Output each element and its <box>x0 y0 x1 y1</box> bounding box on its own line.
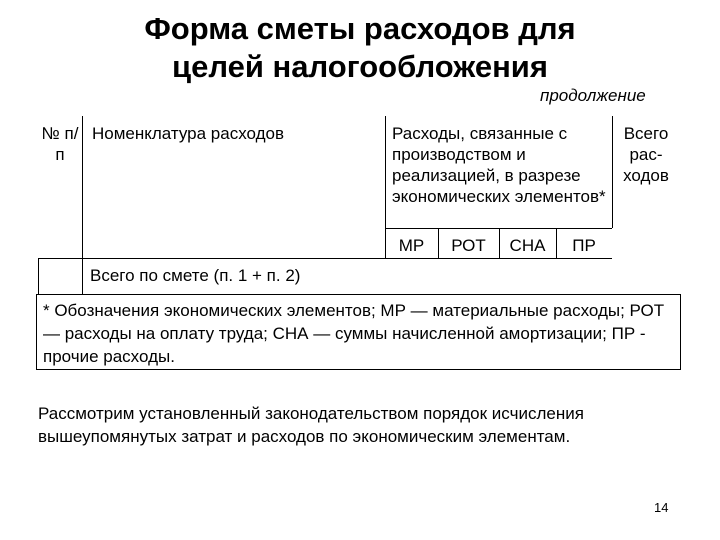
header-total: Всего рас-ходов <box>623 124 669 185</box>
table-line <box>82 258 83 294</box>
continued-label: продолжение <box>540 86 646 105</box>
table-line <box>612 116 613 228</box>
title-line-1: Форма сметы расходов для <box>144 11 576 46</box>
header-expenses: Расходы, связанные с производством и реализацией, в разрезе экономических элементов* <box>392 124 606 206</box>
footnote-box: * Обозначения экономических элементов; МР — материальные расходы; РОТ — расходы на оплату труда; СНА — суммы начисленной амортизации; ПР - прочие расходы. <box>36 294 681 370</box>
title-line-2: целей налогообложения <box>172 49 548 84</box>
table-line <box>82 116 83 258</box>
subcol-rot: РОТ <box>451 236 486 255</box>
header-nomenclature: Номенклатура расходов <box>92 124 285 143</box>
subcol-pr: ПР <box>572 236 596 255</box>
header-num: № п/п <box>41 124 79 164</box>
body-paragraph: Рассмотрим установленный законодательством порядок исчисления вышеупомянутых затрат и расходов по экономическим элементам. <box>38 404 584 446</box>
table-line <box>38 258 39 294</box>
table-line <box>385 228 612 229</box>
subcol-mr: МР <box>398 236 425 255</box>
table-line <box>38 258 612 259</box>
subcol-sna: СНА <box>509 236 546 255</box>
total-row-label: Всего по смете (п. 1 + п. 2) <box>90 266 301 285</box>
page-number: 14 <box>654 500 669 515</box>
